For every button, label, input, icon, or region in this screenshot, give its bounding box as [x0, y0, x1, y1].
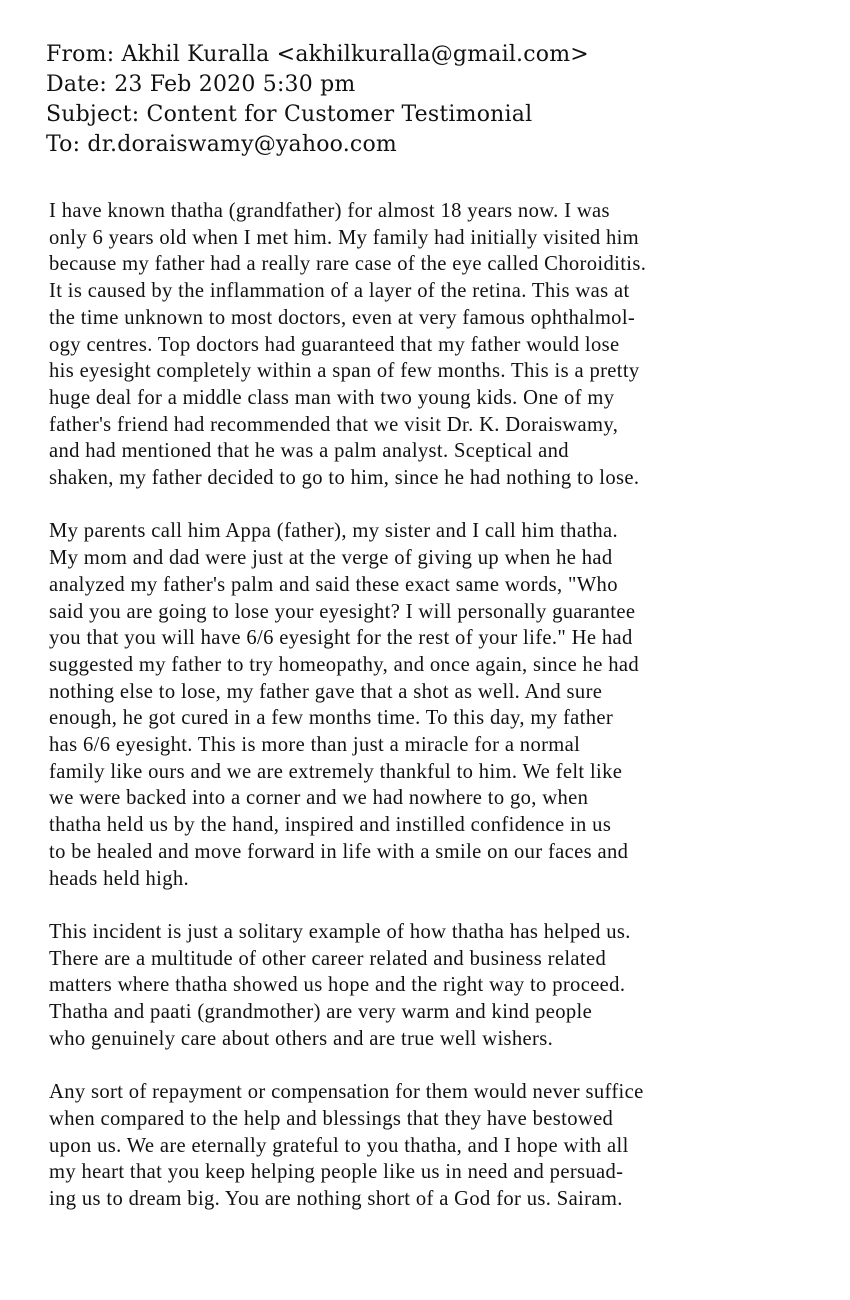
- paragraph-line: upon us. We are eternally grateful to you thatha, and I hope with all: [49, 1134, 629, 1157]
- paragraph-line: analyzed my father's palm and said these exact same words, "Who: [49, 573, 618, 596]
- paragraph-line: There are a multitude of other career related and business related: [49, 947, 607, 970]
- body-paragraph: [49, 1079, 805, 1213]
- paragraph-line: heads held high.: [49, 867, 190, 890]
- email-body: [49, 198, 805, 1239]
- paragraph-line: who genuinely care about others and are true well wishers.: [49, 1027, 554, 1050]
- paragraph-line: when compared to the help and blessings that they have bestowed: [49, 1107, 614, 1130]
- paragraph-line: Any sort of repayment or compensation for them would never suffice: [49, 1081, 644, 1104]
- to-line: To: dr.doraiswamy@yahoo.com: [46, 132, 397, 157]
- subject-line: Subject: Content for Customer Testimonial: [46, 102, 533, 127]
- email-header: [46, 40, 826, 160]
- paragraph-line: matters where thatha showed us hope and the right way to proceed.: [49, 974, 626, 997]
- paragraph-line: thatha held us by the hand, inspired and instilled confidence in us: [49, 814, 612, 837]
- body-paragraph: [49, 198, 805, 492]
- paragraph-line: to be healed and move forward in life with a smile on our faces and: [49, 840, 629, 863]
- paragraph-line: father's friend had recommended that we visit Dr. K. Doraiswamy,: [49, 413, 619, 436]
- paragraph-line: Thatha and paati (grandmother) are very warm and kind people: [49, 1001, 593, 1024]
- body-paragraph: [49, 919, 805, 1053]
- from-line: From: Akhil Kuralla <akhilkuralla@gmail.com>: [46, 42, 589, 67]
- date-line: Date: 23 Feb 2020 5:30 pm: [46, 72, 356, 97]
- paragraph-line: only 6 years old when I met him. My family had initially visited him: [49, 226, 640, 249]
- paragraph-line: his eyesight completely within a span of few months. This is a pretty: [49, 360, 640, 383]
- paragraph-line: said you are going to lose your eyesight? I will personally guarantee: [49, 600, 636, 623]
- paragraph-line: My parents call him Appa (father), my sister and I call him thatha.: [49, 520, 619, 543]
- paragraph-line: ogy centres. Top doctors had guaranteed that my father would lose: [49, 333, 620, 356]
- paragraph-line: the time unknown to most doctors, even at very famous ophthalmol-: [49, 306, 636, 329]
- paragraph-line: huge deal for a middle class man with two young kids. One of my: [49, 386, 615, 409]
- paragraph-line: ing us to dream big. You are nothing short of a God for us. Sairam.: [49, 1187, 623, 1210]
- paragraph-line: It is caused by the inflammation of a layer of the retina. This was at: [49, 280, 630, 303]
- paragraph-line: shaken, my father decided to go to him, since he had nothing to lose.: [49, 467, 640, 490]
- paragraph-line: This incident is just a solitary example of how thatha has helped us.: [49, 920, 631, 943]
- paragraph-line: enough, he got cured in a few months time. To this day, my father: [49, 707, 614, 730]
- paragraph-line: because my father had a really rare case of the eye called Choroiditis.: [49, 253, 647, 276]
- paragraph-line: you that you will have 6/6 eyesight for the rest of your life." He had: [49, 627, 633, 650]
- paragraph-line: nothing else to lose, my father gave that a shot as well. And sure: [49, 680, 603, 703]
- paragraph-line: family like ours and we are extremely thankful to him. We felt like: [49, 760, 623, 783]
- paragraph-line: suggested my father to try homeopathy, and once again, since he had: [49, 653, 639, 676]
- paragraph-line: My mom and dad were just at the verge of giving up when he had: [49, 547, 613, 570]
- paragraph-line: and had mentioned that he was a palm analyst. Sceptical and: [49, 440, 569, 463]
- paragraph-line: has 6/6 eyesight. This is more than just a miracle for a normal: [49, 734, 581, 757]
- paragraph-line: I have known thatha (grandfather) for almost 18 years now. I was: [49, 200, 610, 222]
- body-paragraph: [49, 518, 805, 892]
- paragraph-line: we were backed into a corner and we had nowhere to go, when: [49, 787, 589, 810]
- paragraph-line: my heart that you keep helping people like us in need and persuad-: [49, 1161, 624, 1184]
